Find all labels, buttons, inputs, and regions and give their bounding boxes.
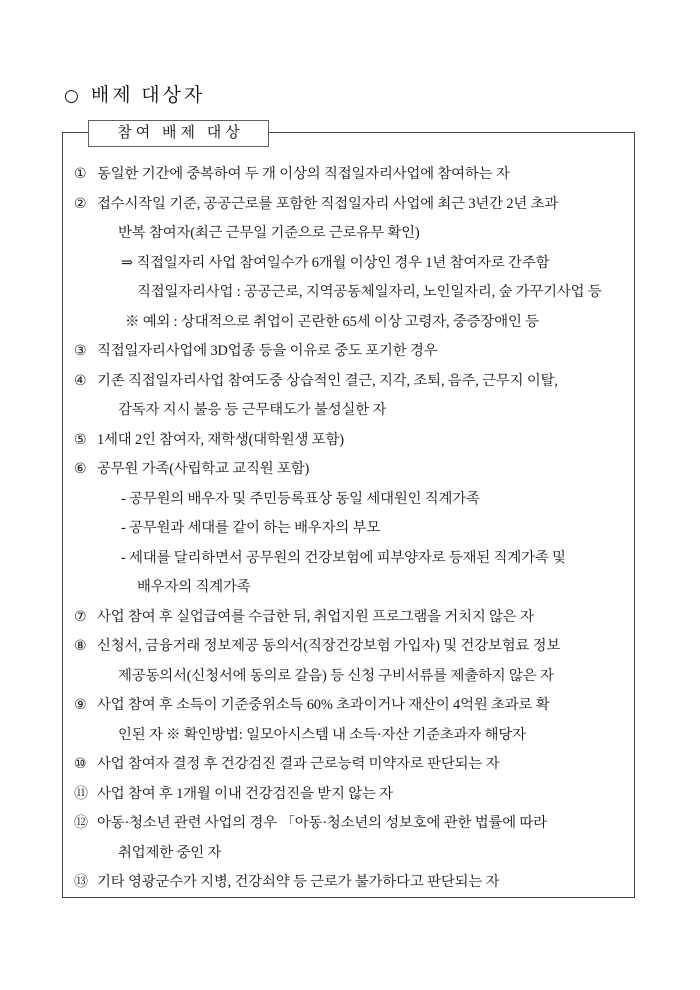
list-item-marker: ⑬ xyxy=(74,874,88,890)
list-item-text: 직접일자리사업 : 공공근로, 지역공동체일자리, 노인일자리, 숲 가꾸기사업 등 xyxy=(137,284,602,300)
box-caption-chip xyxy=(88,120,269,147)
list-item-marker: ⑦ xyxy=(74,608,87,625)
list-item-marker: ① xyxy=(74,166,87,182)
list-item-continuation xyxy=(74,219,625,249)
list-item-text: 사업 참여 후 소득이 기준중위소득 60% 초과이거나 재산이 4억원 초과로 확 xyxy=(97,697,550,713)
list-item xyxy=(74,691,625,721)
list-item-text: 사업 참여 후 1개월 이내 건강검진을 받지 않는 자 xyxy=(97,785,393,802)
list-item xyxy=(74,190,625,220)
page-title: 배제 대상자 xyxy=(90,85,206,106)
list-item-continuation xyxy=(74,514,625,544)
list-item-marker: ⑩ xyxy=(74,756,87,772)
list-item-text: 1세대 2인 참여자, 재학생(대학원생 포함) xyxy=(97,431,344,448)
list-item-marker: ④ xyxy=(74,372,87,389)
list-item-text: - 세대를 달리하면서 공무원의 건강보험에 피부양자로 등재된 직계가족 및 xyxy=(121,549,566,566)
list-item xyxy=(74,367,625,397)
exclusion-list xyxy=(62,160,635,898)
list-item-text: 공무원 가족(사립학교 교직원 포함) xyxy=(97,461,310,477)
list-item xyxy=(74,160,625,190)
list-item-continuation xyxy=(74,721,625,751)
list-item-marker: ③ xyxy=(74,343,87,359)
list-item xyxy=(74,455,625,485)
list-item-continuation xyxy=(74,278,625,308)
list-item-text: - 공무원의 배우자 및 주민등록표상 동일 세대원인 직계가족 xyxy=(121,490,480,507)
list-item-text: - 공무원과 세대를 같이 하는 배우자의 부모 xyxy=(121,520,381,536)
list-item-marker: ② xyxy=(74,195,87,212)
list-item-continuation xyxy=(74,485,625,515)
list-item-text: ※ 예외 : 상대적으로 취업이 곤란한 65세 이상 고령자, 중증장애인 등 xyxy=(125,313,539,330)
list-item-marker: ⑥ xyxy=(74,461,87,477)
list-item-marker: ⑤ xyxy=(74,431,87,448)
list-item-text: 감독자 지시 불응 등 근무태도가 불성실한 자 xyxy=(118,402,387,418)
list-item-continuation xyxy=(74,544,625,574)
list-item-text: 제공동의서(신청서에 동의로 갈음) 등 신청 구비서류를 제출하지 않은 자 xyxy=(118,667,554,684)
list-item-marker: ⑫ xyxy=(74,815,88,831)
list-item-text: 인된 자 ※ 확인방법: 일모아시스템 내 소득·자산 기준초과자 해당자 xyxy=(118,726,526,743)
list-item-continuation xyxy=(74,839,625,869)
list-item-text: 사업 참여 후 실업급여를 수급한 뒤, 취업지원 프로그램을 거치지 않은 자 xyxy=(97,608,534,625)
list-item xyxy=(74,603,625,633)
list-item-marker: ⑪ xyxy=(74,785,88,802)
list-item-continuation xyxy=(74,662,625,692)
circle-bullet-icon: ○ xyxy=(64,86,79,106)
list-item xyxy=(74,780,625,810)
list-item-text: 취업제한 중인 자 xyxy=(118,844,222,861)
list-item xyxy=(74,750,625,780)
list-item xyxy=(74,337,625,367)
list-item xyxy=(74,868,625,898)
list-item xyxy=(74,632,625,662)
list-item-text: 직접일자리사업에 3D업종 등을 이유로 중도 포기한 경우 xyxy=(97,343,438,359)
list-item-text: 반복 참여자(최근 근무일 기준으로 근로유무 확인) xyxy=(118,225,420,241)
list-item-text: 아동·청소년 관련 사업의 경우 「아동·청소년의 성보호에 관한 법률에 따라 xyxy=(97,815,547,831)
list-item-marker: ⑧ xyxy=(74,638,87,654)
list-item-text: 기타 영광군수가 지병, 건강쇠약 등 근로가 불가하다고 판단되는 자 xyxy=(97,874,500,890)
list-item-marker: ⑨ xyxy=(74,697,87,713)
list-item-text: 배우자의 직계가족 xyxy=(137,579,251,595)
list-item-text: 신청서, 금융거래 정보제공 동의서(직장건강보험 가입자) 및 건강보험료 정보 xyxy=(97,638,561,654)
list-item-text: ⇒ 직접일자리 사업 참여일수가 6개월 이상인 경우 1년 참여자로 간주함 xyxy=(121,254,550,271)
list-item-continuation xyxy=(74,573,625,603)
box-caption-label: 참여 배제 대상 xyxy=(117,125,244,141)
list-item-text: 기존 직접일자리사업 참여도중 상습적인 결근, 지각, 조퇴, 음주, 근무지 이탈, xyxy=(97,372,558,389)
list-item-continuation xyxy=(74,396,625,426)
list-item-continuation xyxy=(74,249,625,279)
page-heading xyxy=(64,80,205,107)
list-item xyxy=(74,426,625,456)
list-item-continuation xyxy=(74,308,625,338)
list-item-text: 동일한 기간에 중복하여 두 개 이상의 직접일자리사업에 참여하는 자 xyxy=(97,166,510,182)
list-item-text: 접수시작일 기준, 공공근로를 포함한 직접일자리 사업에 최근 3년간 2년 초과 xyxy=(97,195,559,212)
list-item xyxy=(74,809,625,839)
list-item-text: 사업 참여자 결정 후 건강검진 결과 근로능력 미약자로 판단되는 자 xyxy=(97,756,500,772)
